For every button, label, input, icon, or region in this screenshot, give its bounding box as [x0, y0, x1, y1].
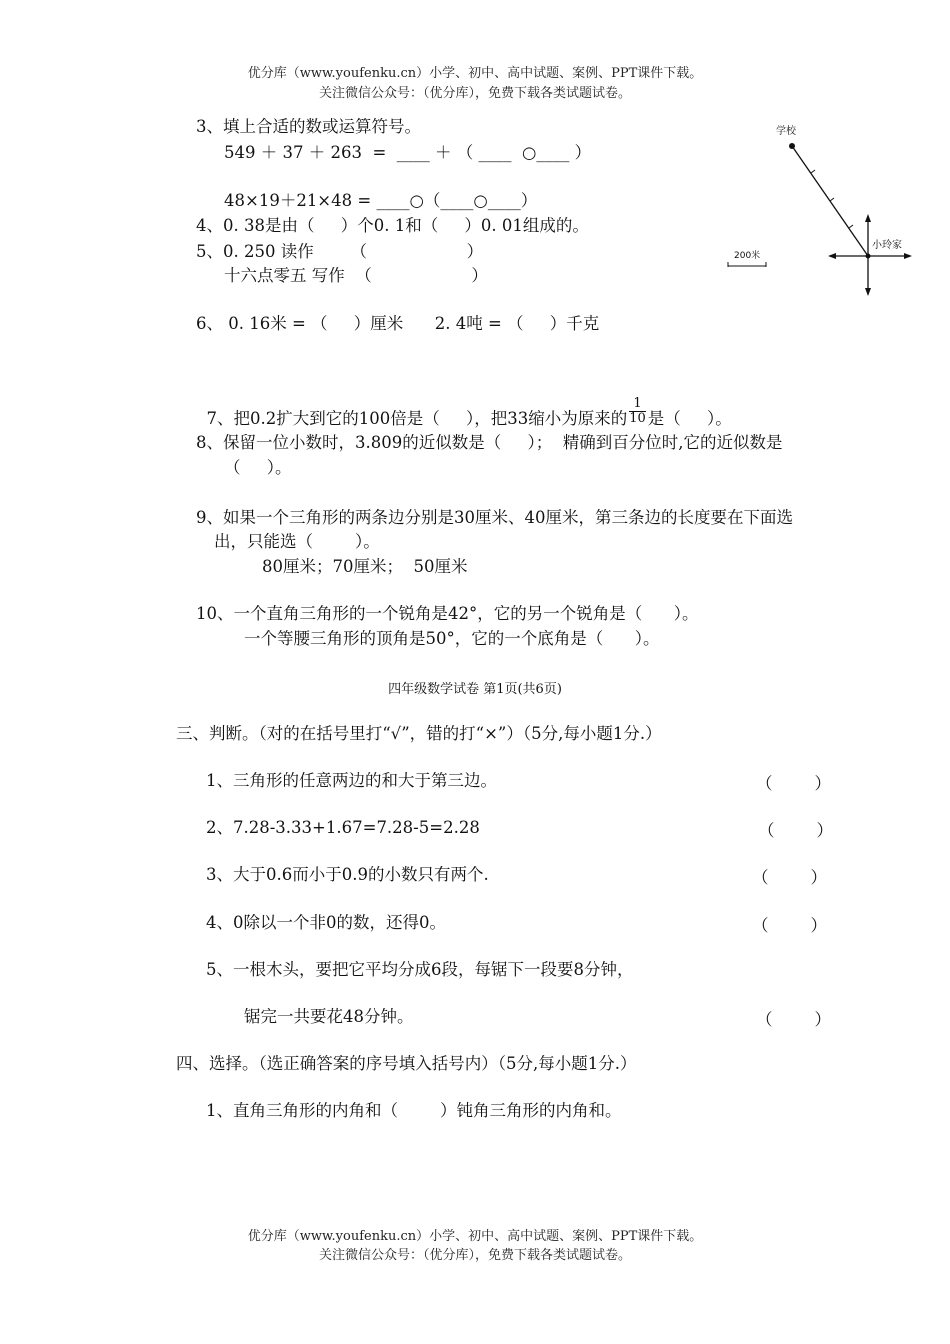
path-tick: [811, 170, 815, 173]
choice-item-1: 1、直角三角形的内角和（ ）钝角三角形的内角和。: [206, 1101, 622, 1120]
judge-item-5-line-2: 锯完一共要花48分钟。: [244, 1007, 414, 1026]
q7-frac-numerator: 1: [629, 397, 646, 412]
scale-label: 200米: [734, 251, 761, 261]
q9-line-2: 出，只能选（ ）。: [214, 532, 380, 551]
q5-line-1: 5、0. 250 读作 （ ）: [196, 242, 484, 261]
section3-title: 三、判断。（对的在括号里打“√”，错的打“×”）（5分,每小题1分.）: [176, 724, 662, 743]
q7-frac-denominator: 10: [629, 411, 646, 426]
section4-title: 四、选择。（选正确答案的序号填入括号内）（5分,每小题1分.）: [176, 1054, 637, 1073]
q10-line-1: 10、一个直角三角形的一个锐角是42°，它的另一个锐角是（ ）。: [196, 604, 699, 623]
q9-line-1: 9、如果一个三角形的两条边分别是30厘米、40厘米，第三条边的长度要在下面选: [196, 508, 793, 527]
q3-line-1: 549 ＋ 37 ＋ 263 = ____ ＋ （ ____ ○____ ）: [224, 143, 592, 162]
judge-answer-2[interactable]: （ ）: [758, 821, 833, 840]
judge-answer-3[interactable]: （ ）: [752, 868, 827, 887]
judge-item-2: 2、7.28-3.33+1.67=7.28-5=2.28: [206, 818, 480, 837]
q8-line-1: 8、保留一位小数时，3.809的近似数是（ ）； 精确到百分位时,它的近似数是: [196, 433, 783, 452]
judge-answer-5[interactable]: （ ）: [756, 1010, 831, 1029]
south-arrow-icon: [865, 288, 871, 296]
header-line-2: 关注微信公众号：（优分库），免费下载各类试题试卷。: [318, 86, 631, 101]
q10-line-2: 一个等腰三角形的顶角是50°，它的一个底角是（ ）。: [244, 629, 660, 648]
q7: [196, 383, 732, 434]
q7-text-before: 7、把0.2扩大到它的100倍是（ ），把33缩小为原来的: [206, 409, 628, 428]
footer-line-2: 关注微信公众号：（优分库），免费下载各类试题试卷。: [318, 1248, 631, 1263]
q8-line-2: （ ）。: [224, 458, 292, 477]
judge-item-5: 5、一根木头，要把它平均分成6段，每锯下一段要8分钟，: [206, 960, 634, 979]
q4: 4、0. 38是由（ ）个0. 1和（ ）0. 01组成的。: [196, 216, 589, 235]
west-arrow-icon: [828, 253, 836, 259]
judge-answer-1[interactable]: （ ）: [756, 774, 831, 793]
school-label: 学校: [776, 126, 796, 137]
direction-map-diagram: [720, 118, 920, 298]
home-label: 小玲家: [872, 240, 902, 251]
judge-item-3: 3、大于0.6而小于0.9的小数只有两个.: [206, 865, 489, 884]
judge-answer-4[interactable]: （ ）: [752, 916, 827, 935]
q3-line-2: 48×19＋21×48 = ____○（____○____）: [224, 191, 538, 210]
judge-item-1: 1、三角形的任意两边的和大于第三边。: [206, 771, 497, 790]
q3-title: 3、填上合适的数或运算符号。: [196, 117, 421, 136]
path-tick: [849, 225, 853, 228]
page-footer: 四年级数学试卷 第1页(共6页): [388, 682, 562, 697]
q7-fraction: [629, 397, 646, 426]
north-arrow-icon: [865, 214, 871, 222]
header-line-1: 优分库（www.youfenku.cn）小学、初中、高中试题、案例、PPT课件下载。: [247, 66, 703, 81]
footer-line-1: 优分库（www.youfenku.cn）小学、初中、高中试题、案例、PPT课件下载。: [247, 1229, 703, 1244]
east-arrow-icon: [904, 253, 912, 259]
q7-text-after: 是（ ）。: [647, 409, 732, 428]
q6: 6、 0. 16米 = （ ）厘米 2. 4吨 = （ ）千克: [196, 314, 600, 333]
q5-line-2: 十六点零五 写作 （ ）: [224, 266, 488, 285]
q9-line-3: 80厘米；70厘米； 50厘米: [262, 557, 468, 576]
home-point: [866, 254, 871, 259]
judge-item-4: 4、0除以一个非0的数，还得0。: [206, 913, 446, 932]
path-tick: [830, 198, 834, 201]
